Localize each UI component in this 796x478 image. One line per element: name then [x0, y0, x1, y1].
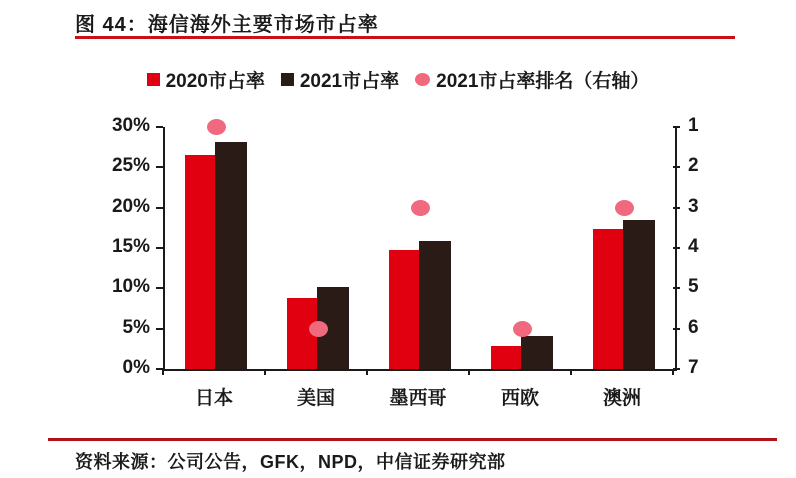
- right-axis-tick: [673, 328, 680, 330]
- legend-circle-rank-icon: [415, 73, 430, 86]
- left-axis-tick: [156, 126, 163, 128]
- bar-2020: [389, 250, 420, 369]
- bar-2021: [419, 241, 451, 369]
- right-axis-tick-label: 7: [688, 357, 699, 378]
- rank-dot: [513, 321, 532, 337]
- bar-2020: [185, 155, 216, 369]
- legend-item-rank: [415, 66, 649, 93]
- legend-item-2021: [281, 66, 399, 93]
- right-axis-tick-label: 4: [688, 236, 699, 257]
- right-axis-tick: [673, 166, 680, 168]
- x-axis-tick: [264, 369, 266, 375]
- right-axis-tick: [673, 287, 680, 289]
- x-axis-category-label: 日本: [194, 388, 233, 409]
- right-axis-tick-label: 1: [688, 115, 699, 136]
- left-axis-tick-label: 20%: [111, 195, 150, 217]
- chart-legend: [0, 66, 796, 93]
- legend-square-2020-icon: [147, 73, 160, 86]
- left-axis-tick: [156, 207, 163, 209]
- right-axis-tick: [673, 247, 680, 249]
- right-axis-tick-label: 2: [688, 155, 699, 177]
- left-axis-tick: [156, 287, 163, 289]
- x-axis-tick: [162, 369, 164, 375]
- left-axis-tick-label: 30%: [111, 115, 150, 136]
- source-note: 资料来源：公司公告，GFK，NPD，中信证券研究部: [75, 452, 506, 472]
- left-axis-tick-label: 25%: [111, 155, 150, 177]
- rank-dot: [207, 119, 226, 135]
- x-axis-category-label: 美国: [296, 388, 335, 409]
- bar-2021: [215, 142, 247, 369]
- left-axis-tick: [156, 166, 163, 168]
- legend-square-2021-icon: [281, 73, 294, 86]
- left-axis-tick: [156, 328, 163, 330]
- legend-label-rank: 2021市占率排名（右轴）: [436, 71, 650, 92]
- footer-rule: [48, 438, 777, 441]
- x-axis-category-label: 西欧: [500, 388, 539, 409]
- right-axis-tick: [673, 126, 680, 128]
- left-axis-tick-label: 10%: [111, 276, 150, 298]
- title-underline-rule: [75, 36, 735, 39]
- x-axis-tick: [570, 369, 572, 375]
- x-axis-tick: [468, 369, 470, 375]
- right-axis-tick: [673, 207, 680, 209]
- bar-2020: [491, 346, 522, 369]
- legend-label-2020: 2020市占率: [165, 71, 265, 92]
- rank-dot: [615, 200, 634, 216]
- left-axis-tick-label: 15%: [111, 236, 150, 257]
- right-axis-tick-label: 5: [688, 276, 699, 298]
- x-axis-tick: [366, 369, 368, 375]
- bar-2021: [623, 220, 655, 369]
- figure-title: 图 44：海信海外主要市场市占率: [75, 14, 379, 36]
- bar-2020: [593, 229, 624, 369]
- rank-dot: [411, 200, 430, 216]
- rank-dot: [309, 321, 328, 337]
- left-axis-tick-label: 0%: [122, 357, 150, 378]
- legend-label-2021: 2021市占率: [299, 71, 400, 92]
- left-axis-tick-label: 5%: [122, 316, 150, 338]
- right-axis-tick-label: 3: [688, 195, 699, 217]
- left-axis-tick: [156, 247, 163, 249]
- x-axis-category-label: 墨西哥: [389, 388, 447, 409]
- x-axis-category-label: 澳洲: [602, 388, 641, 409]
- right-axis-tick: [673, 368, 680, 370]
- right-axis-tick-label: 6: [688, 316, 699, 338]
- x-axis-tick: [672, 369, 674, 375]
- plot-area: [163, 127, 677, 371]
- legend-item-2020: [147, 66, 265, 93]
- bar-2021: [521, 336, 553, 369]
